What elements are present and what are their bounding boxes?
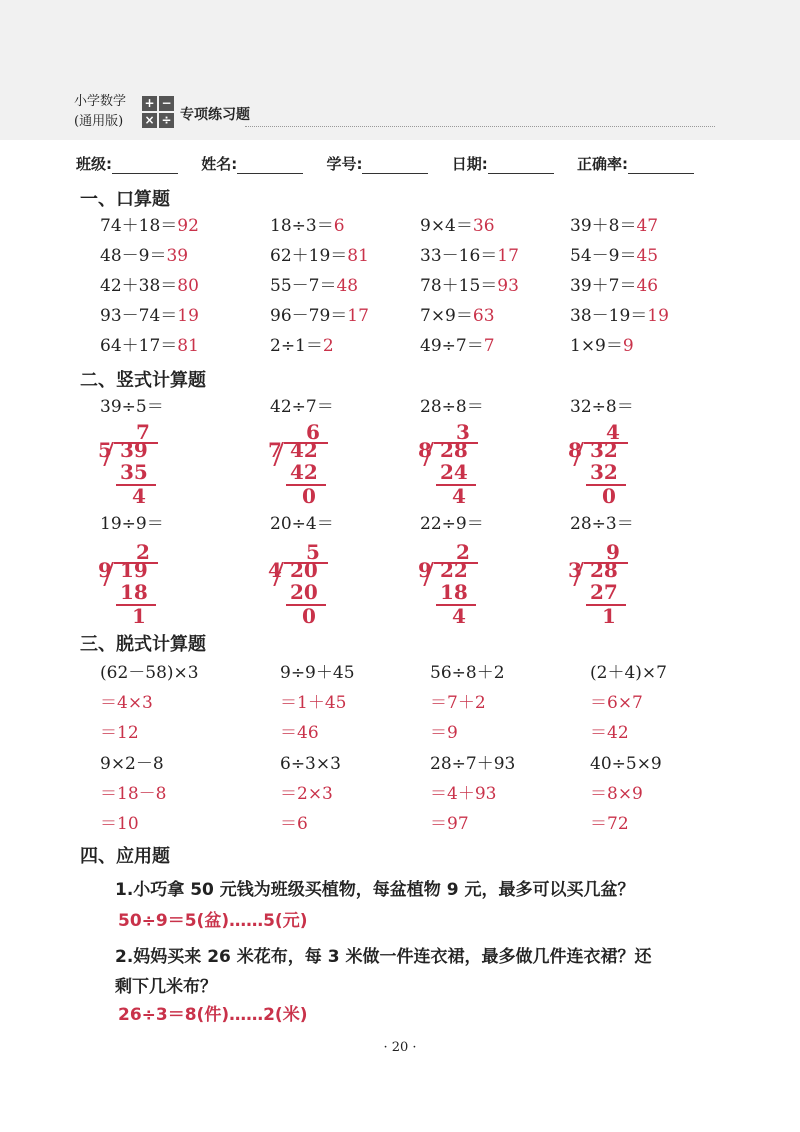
word-problem-1: 1.小巧拿 50 元钱为班级买植物，每盆植物 9 元，最多可以买几盆？ [115,880,635,900]
oral-item [570,273,658,299]
divisor: 5 [98,438,112,462]
section-oral-title: 一、口算题 [80,189,170,210]
stepwise-step1: ＝8×9 [590,784,643,804]
oral-question: 38－19＝ [570,306,648,326]
oral-question: 9×4＝ [420,216,473,236]
product: 18 [440,580,468,604]
remainder: 4 [452,604,466,628]
oral-item [420,303,495,329]
stepwise-step2: ＝97 [430,814,469,834]
oral-item [100,333,199,359]
remainder: 1 [602,604,616,628]
stepwise-step2: ＝72 [590,814,629,834]
oral-answer: 93 [497,276,519,296]
stepwise-step2: ＝10 [100,814,139,834]
operations-logo [142,96,174,128]
remainder: 1 [132,604,146,628]
stepwise-expr: 28÷7＋93 [430,754,516,774]
stepwise-expr: 56÷8＋2 [430,663,505,683]
oral-item [100,213,199,239]
vertical-problem: 32÷8＝ [570,397,634,417]
oral-row [100,333,720,359]
stepwise-step2: ＝46 [280,723,319,743]
vertical-problem: 22÷9＝ [420,514,484,534]
divisor: 3 [568,558,582,582]
stepwise-expr: 40÷5×9 [590,754,662,774]
oral-item [270,213,345,239]
oral-question: 1×9＝ [570,336,623,356]
book-title: 专项练习题 [180,107,250,123]
name-label: 姓名: [201,155,238,173]
quotient: 3 [456,420,470,444]
oral-item [100,243,188,269]
page-number: · 20 · [383,1040,417,1055]
vertical-problem: 39÷5＝ [100,397,164,417]
oral-answer: 63 [472,306,495,326]
oral-item [570,213,658,239]
stepwise-row [100,781,720,807]
plus-icon: + [142,96,157,111]
oral-row [100,273,720,299]
quotient: 4 [606,420,620,444]
oral-row [100,243,720,269]
stepwise-row [100,690,720,716]
oral-question: 39＋7＝ [570,276,637,296]
stepwise-step1: ＝1＋45 [280,693,347,713]
oral-answer: 19 [647,306,669,326]
oral-answer: 48 [336,276,359,296]
id-field[interactable] [362,157,428,174]
oral-answer: 17 [497,246,519,266]
oral-answer: 9 [622,336,634,356]
oral-question: 18÷3＝ [270,216,334,236]
oral-answer: 92 [177,216,199,236]
stepwise-row [100,720,720,746]
remainder: 0 [302,604,316,628]
remainder: 4 [132,484,146,508]
quotient: 2 [136,540,150,564]
series-line2: (通用版) [74,114,124,129]
word-problem-1-answer: 50÷9＝5(盆)……5(元) [118,911,308,931]
oral-answer: 17 [347,306,369,326]
oral-question: 48－9＝ [100,246,167,266]
id-label: 学号: [326,155,363,173]
quotient: 9 [606,540,620,564]
vertical-problem-row [100,511,720,537]
oral-item [420,273,519,299]
oral-item [570,303,669,329]
dividend: 39 [120,438,148,462]
product: 42 [290,460,318,484]
divide-icon: ÷ [159,113,174,128]
word-problem-2-line1: 2.妈妈买来 26 米花布，每 3 米做一件连衣裙，最多做几件连衣裙？还 [115,947,652,967]
oral-item [100,273,199,299]
date-field[interactable] [488,157,554,174]
vertical-problem: 19÷9＝ [100,514,164,534]
product: 32 [590,460,618,484]
oral-answer: 2 [322,336,334,356]
oral-question: 42＋38＝ [100,276,178,296]
divisor: 8 [568,438,582,462]
oral-question: 64＋17＝ [100,336,178,356]
dividend: 20 [290,558,318,582]
stepwise-step1: ＝2×3 [280,784,333,804]
oral-answer: 80 [177,276,199,296]
oral-item [100,303,199,329]
vertical-problem: 28÷3＝ [570,514,634,534]
stepwise-row [100,660,720,686]
vertical-problem: 20÷4＝ [270,514,334,534]
oral-item [420,243,519,269]
section-stepwise-title: 三、脱式计算题 [80,634,206,655]
quotient: 5 [306,540,320,564]
class-field[interactable] [112,157,178,174]
divisor: 7 [268,438,282,462]
oral-row [100,303,720,329]
minus-icon: − [159,96,174,111]
book-header [70,92,720,137]
oral-item [420,213,495,239]
dividend: 28 [590,558,618,582]
oral-question: 62＋19＝ [270,246,348,266]
remainder: 4 [452,484,466,508]
word-problem-2-line2: 剩下几米布？ [115,977,217,997]
product: 35 [120,460,148,484]
stepwise-expr: 6÷3×3 [280,754,341,774]
oral-answer: 19 [177,306,199,326]
oral-item [570,333,634,359]
oral-question: 54－9＝ [570,246,637,266]
quotient: 6 [306,420,320,444]
name-field[interactable] [237,157,303,174]
dividend: 42 [290,438,318,462]
quotient: 2 [456,540,470,564]
remainder: 0 [302,484,316,508]
divisor: 8 [418,438,432,462]
oral-question: 2÷1＝ [270,336,323,356]
oral-question: 7×9＝ [420,306,473,326]
oral-question: 93－74＝ [100,306,178,326]
accuracy-label: 正确率: [576,155,628,173]
stepwise-step1: ＝18－8 [100,784,167,804]
product: 18 [120,580,148,604]
stepwise-expr: 9×2－8 [100,754,164,774]
oral-question: 49÷7＝ [420,336,484,356]
accuracy-field[interactable] [628,157,694,174]
product: 24 [440,460,468,484]
oral-item [270,333,334,359]
oral-answer: 6 [333,216,345,236]
product: 20 [290,580,318,604]
stepwise-step1: ＝4×3 [100,693,153,713]
dividend: 28 [440,438,468,462]
word-problem-2-answer: 26÷3＝8(件)……2(米) [118,1005,308,1025]
student-info-row [76,153,736,174]
oral-question: 96－79＝ [270,306,348,326]
oral-question: 39＋8＝ [570,216,637,236]
stepwise-expr: (62－58)×3 [100,663,199,683]
class-label: 班级: [76,155,112,173]
stepwise-step2: ＝9 [430,723,458,743]
stepwise-step2: ＝42 [590,723,629,743]
oral-item [570,243,658,269]
vertical-problem-row [100,394,720,420]
series-label [74,92,126,132]
series-line1: 小学数学 [74,94,127,109]
times-icon: × [142,113,157,128]
remainder: 0 [602,484,616,508]
stepwise-step2: ＝12 [100,723,139,743]
oral-answer: 39 [166,246,189,266]
vertical-problem: 42÷7＝ [270,397,334,417]
stepwise-step1: ＝4＋93 [430,784,497,804]
oral-question: 33－16＝ [420,246,498,266]
section-word-title: 四、应用题 [80,846,170,867]
oral-answer: 7 [483,336,495,356]
oral-question: 78＋15＝ [420,276,498,296]
stepwise-expr: (2＋4)×7 [590,663,667,683]
vertical-problem: 28÷8＝ [420,397,484,417]
oral-question: 55－7＝ [270,276,337,296]
oral-question: 74＋18＝ [100,216,178,236]
oral-answer: 46 [636,276,659,296]
dividend: 32 [590,438,618,462]
oral-item [270,243,369,269]
stepwise-step2: ＝6 [280,814,308,834]
oral-answer: 81 [177,336,199,356]
oral-answer: 45 [636,246,659,266]
stepwise-step1: ＝6×7 [590,693,643,713]
date-label: 日期: [451,155,488,173]
oral-item [270,303,369,329]
quotient: 7 [136,420,150,444]
stepwise-expr: 9÷9＋45 [280,663,355,683]
stepwise-step1: ＝7＋2 [430,693,486,713]
oral-item [420,333,495,359]
stepwise-row [100,811,720,837]
oral-item [270,273,358,299]
stepwise-row [100,751,720,777]
oral-row [100,213,720,239]
header-divider [245,126,715,127]
oral-answer: 36 [472,216,495,236]
oral-answer: 81 [347,246,369,266]
section-vertical-title: 二、竖式计算题 [80,370,206,391]
product: 27 [590,580,618,604]
divisor: 9 [418,558,432,582]
oral-answer: 47 [636,216,659,236]
divisor: 4 [268,558,282,582]
dividend: 19 [120,558,148,582]
divisor: 9 [98,558,112,582]
dividend: 22 [440,558,468,582]
